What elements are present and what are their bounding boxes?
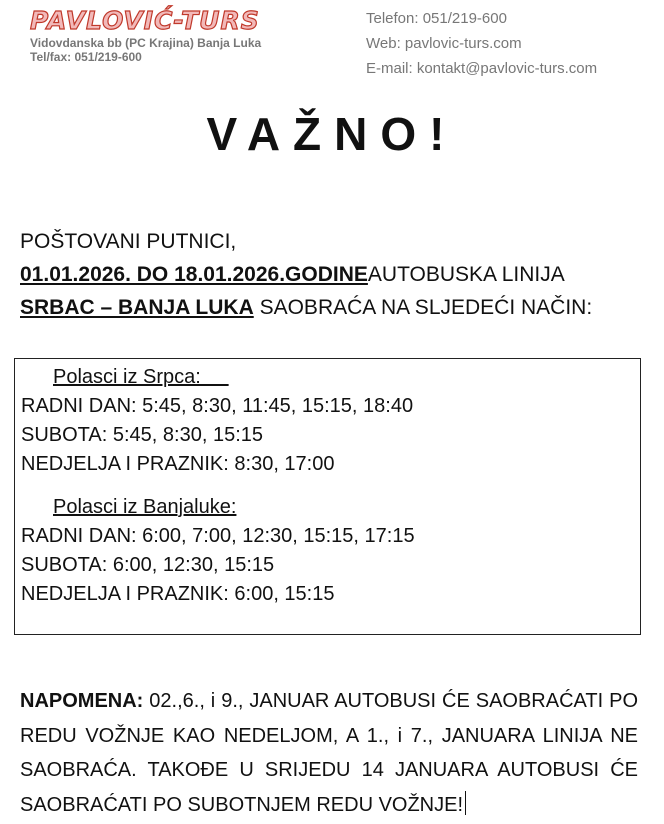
intro-greeting: POŠTOVANI PUTNICI, xyxy=(20,230,237,253)
banjaluka-heading: Polasci iz Banjaluke: xyxy=(53,496,237,518)
intro-text xyxy=(20,225,650,324)
schedule-box xyxy=(14,358,641,635)
note-paragraph xyxy=(20,684,638,822)
intro-route-line xyxy=(20,291,650,324)
note-label: NAPOMENA: xyxy=(20,690,144,712)
banjaluka-sunday: NEDJELJA I PRAZNIK: 6:00, 15:15 xyxy=(21,583,335,605)
srbac-sunday: NEDJELJA I PRAZNIK: 8:30, 17:00 xyxy=(21,453,335,475)
intro-dates: 01.01.2026. DO 18.01.2026.GODINE xyxy=(20,263,368,286)
intro-dates-line xyxy=(20,258,650,291)
logo-address: Vidovdanska bb (PC Krajina) Banja Luka xyxy=(30,36,262,50)
text-cursor xyxy=(465,791,466,815)
srbac-heading: Polasci iz Srpca: xyxy=(53,366,229,388)
banjaluka-saturday: SUBOTA: 6:00, 12:30, 15:15 xyxy=(21,554,275,576)
page-title: VAŽNO! xyxy=(206,108,458,160)
note-text: 02.,6., i 9., JANUAR AUTOBUSI ĆE SAOBRAĆATI PO REDU VOŽNJE KAO NEDELJOM, A 1., i 7., JANUARA LINIJA NE SAOBRAĆA. TAKOĐE U SRIJEDU 14 JANUARA AUTOBUSI ĆE SAOBRAĆATI PO SUBOTNJEM REDU VOŽNJE! xyxy=(20,690,638,816)
srbac-weekday: RADNI DAN: 5:45, 8:30, 11:45, 15:15, 18:40 xyxy=(21,395,414,417)
intro-dates-rest: AUTOBUSKA LINIJA xyxy=(367,263,565,286)
contact-web: Web: pavlovic-turs.com xyxy=(366,35,522,52)
logo-telfax: Tel/fax: 051/219-600 xyxy=(30,50,142,64)
intro-route-rest: SAOBRAĆA NA SLJEDEĆI NAČIN: xyxy=(253,296,593,319)
srbac-saturday: SUBOTA: 5:45, 8:30, 15:15 xyxy=(21,424,263,446)
contact-phone: Telefon: 051/219-600 xyxy=(366,10,507,27)
contact-info xyxy=(366,6,597,81)
intro-route: SRBAC – BANJA LUKA xyxy=(20,296,254,319)
banjaluka-weekday: RADNI DAN: 6:00, 7:00, 12:30, 15:15, 17:15 xyxy=(21,525,415,547)
logo-title: PAVLOVIĆ-TURS xyxy=(30,6,260,35)
company-logo xyxy=(30,6,330,64)
contact-email: E-mail: kontakt@pavlovic-turs.com xyxy=(366,60,598,77)
